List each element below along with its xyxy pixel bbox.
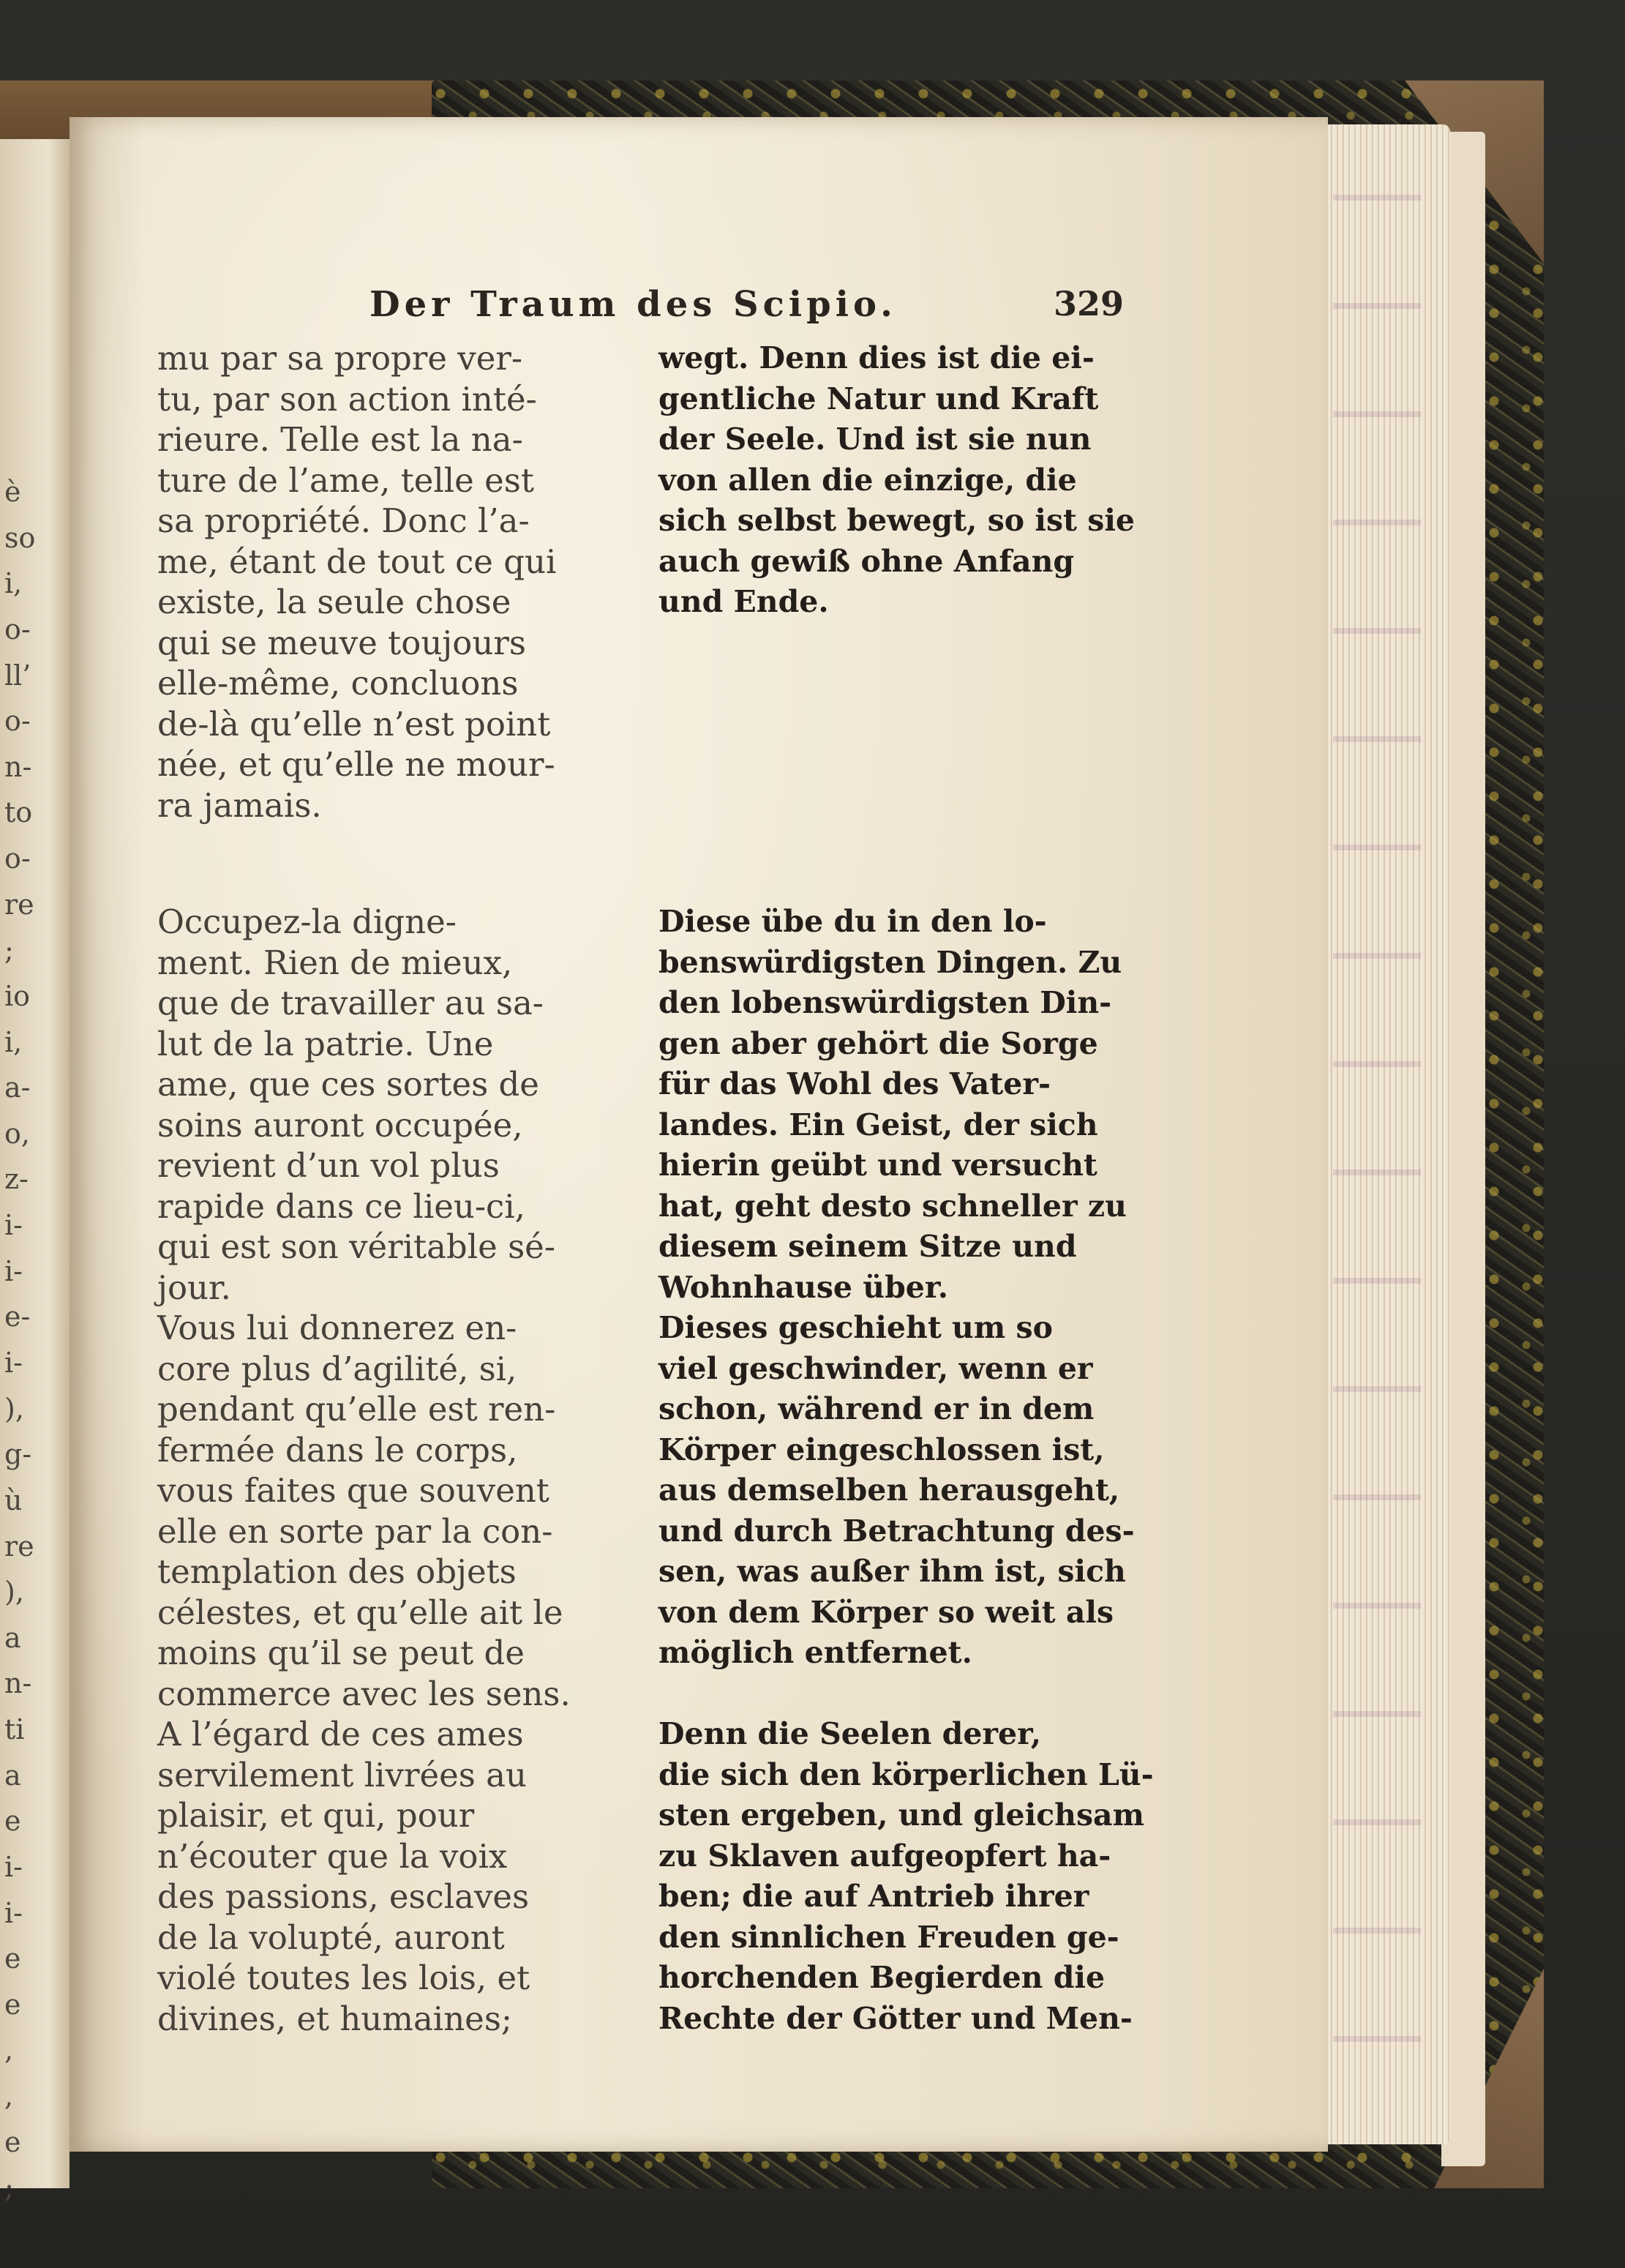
- german-text-line: möglich entfernet.: [658, 1635, 972, 1670]
- previous-page-fragment: e: [4, 1942, 21, 1975]
- previous-page-fragment: re: [4, 888, 34, 921]
- french-text-line: de la volupté, auront: [157, 1917, 505, 1957]
- german-text-line: für das Wohl des Vater-: [658, 1066, 1051, 1101]
- german-text-line: den lobenswürdigsten Din-: [658, 985, 1112, 1020]
- french-column-block-1: [157, 338, 699, 826]
- german-text-line: von dem Körper so weit als: [658, 1594, 1114, 1630]
- french-text-line: que de travailler au sa-: [157, 984, 544, 1022]
- german-text-line: gentliche Natur und Kraft: [658, 381, 1099, 416]
- previous-page-fragment: ,: [4, 2080, 14, 2113]
- previous-page-fragment: ;: [4, 934, 14, 967]
- previous-page-fragment: a: [4, 1759, 21, 1792]
- previous-page-fragment: ),: [4, 1576, 24, 1609]
- german-text-line: benswürdigsten Dingen. Zu: [658, 944, 1122, 980]
- previous-page-fragment: o-: [4, 613, 31, 645]
- previous-page-fragment: to: [4, 796, 33, 829]
- previous-page-fragment: e: [4, 1988, 21, 2021]
- german-text-line: aus demselben herausgeht,: [658, 1472, 1120, 1508]
- running-header: [70, 284, 1328, 335]
- previous-page-fragment: z-: [4, 1163, 29, 1196]
- german-column-block-1: [658, 338, 1229, 623]
- german-text-line: von allen die einzige, die: [658, 462, 1077, 498]
- french-text-line: ment. Rien de mieux,: [157, 943, 513, 982]
- french-text-line: existe, la seule chose: [157, 583, 511, 621]
- german-text-line: diesem seinem Sitze und: [658, 1229, 1077, 1264]
- french-text-line: divines, et humaines;: [157, 1999, 513, 2038]
- german-text-line: und Ende.: [658, 584, 829, 619]
- german-text-line: zu Sklaven aufgeopfert ha-: [658, 1838, 1111, 1874]
- previous-page-fragment: n-: [4, 750, 32, 783]
- previous-page-fragment: ),: [4, 1392, 24, 1425]
- german-text-line: wegt. Denn dies ist die ei-: [658, 340, 1095, 375]
- french-text-line: qui est son véritable sé-: [157, 1227, 555, 1266]
- french-text-line: me, étant de tout ce qui: [157, 542, 557, 581]
- german-text-line: Denn die Seelen derer,: [658, 1716, 1041, 1751]
- french-text-line: des passions, esclaves: [157, 1877, 530, 1916]
- german-text-line: viel geschwinder, wenn er: [658, 1350, 1093, 1386]
- french-text-line: célestes, et qu’elle ait le: [157, 1593, 563, 1632]
- french-text-line: n’écouter que la voix: [157, 1836, 508, 1876]
- previous-page-fragment: i,: [4, 1025, 23, 1058]
- previous-page-fragment: e: [4, 2125, 21, 2158]
- french-text-line: ture de l’ame, telle est: [157, 460, 534, 500]
- french-text-line: qui se meuve toujours: [157, 623, 526, 662]
- german-text-line: Dieses geschieht um so: [658, 1310, 1053, 1345]
- german-text-line: [658, 1674, 1229, 1715]
- german-text-line: ben; die auf Antrieb ihrer: [658, 1879, 1089, 1914]
- previous-page-fragment: i-: [4, 1850, 23, 1883]
- previous-page-fragment: ù: [4, 1483, 23, 1516]
- french-text-line: mu par sa propre ver-: [157, 339, 523, 378]
- previous-page-fragment: io: [4, 979, 31, 1012]
- french-column-block-2: [157, 902, 699, 2039]
- previous-page-fragment: re: [4, 1530, 34, 1562]
- previous-page-fragment: i-: [4, 1209, 23, 1242]
- previous-page-fragment: n-: [4, 1667, 32, 1700]
- german-text-line: Diese übe du in den lo-: [658, 904, 1047, 939]
- previous-page-fragment: o,: [4, 1117, 30, 1150]
- german-text-line: Rechte der Götter und Men-: [658, 2000, 1133, 2036]
- previous-page-fragment: ti: [4, 1713, 25, 1746]
- previous-page-fragment: ll’: [4, 659, 31, 692]
- french-text-line: Vous lui donnerez en-: [157, 1309, 517, 1347]
- german-text-line: gen aber gehört die Sorge: [658, 1025, 1098, 1061]
- german-column-block-2: [658, 902, 1229, 2039]
- german-text-line: die sich den körperlichen Lü-: [658, 1756, 1154, 1792]
- german-text-line: horchenden Begierden die: [658, 1960, 1106, 1995]
- french-text-line: servilement livrées au: [157, 1755, 527, 1794]
- previous-page-fragment: i,: [4, 567, 23, 600]
- french-text-line: violé toutes les lois, et: [157, 1958, 530, 1997]
- german-text-line: Wohnhause über.: [658, 1269, 948, 1305]
- previous-page-fragment: o-: [4, 705, 31, 738]
- german-text-line: sen, was außer ihm ist, sich: [658, 1554, 1126, 1589]
- page-number: 329: [1054, 284, 1125, 323]
- german-text-line: auch gewiß ohne Anfang: [658, 543, 1075, 579]
- previous-page-fragment: so: [4, 521, 36, 554]
- french-text-line: sa propriété. Donc l’a-: [157, 501, 530, 540]
- previous-page-fragment: i-: [4, 1896, 23, 1929]
- french-text-line: pendant qu’elle est ren-: [157, 1390, 556, 1429]
- previous-page-edge: [0, 139, 70, 2204]
- french-text-line: elle-même, concluons: [157, 664, 519, 703]
- previous-page-fragment: i-: [4, 1347, 23, 1379]
- previous-page-fragments: [0, 432, 70, 2204]
- german-text-line: sten ergeben, und gleichsam: [658, 1797, 1145, 1833]
- german-text-line: hierin geübt und versucht: [658, 1148, 1097, 1183]
- german-text-line: und durch Betrachtung des-: [658, 1513, 1135, 1549]
- german-text-line: der Seele. Und ist sie nun: [658, 422, 1092, 457]
- running-title: Der Traum des Scipio.: [369, 284, 897, 325]
- french-text-line: rapide dans ce lieu-ci,: [157, 1186, 525, 1226]
- french-text-line: moins qu’il se peut de: [157, 1633, 525, 1672]
- french-text-line: ra jamais.: [157, 785, 322, 825]
- previous-page-fragment: o-: [4, 842, 31, 875]
- previous-page-fragment: è: [4, 476, 21, 508]
- french-text-line: A l’égard de ces ames: [157, 1715, 524, 1754]
- previous-page-fragment: a-: [4, 1071, 31, 1104]
- french-text-line: tu, par son action inté-: [157, 379, 537, 419]
- french-text-line: lut de la patrie. Une: [157, 1024, 494, 1063]
- previous-page-fragment: ;: [4, 2171, 14, 2204]
- german-text-line: sich selbst bewegt, so ist sie: [658, 503, 1136, 538]
- german-text-line: den sinnlichen Freuden ge-: [658, 1919, 1119, 1955]
- french-text-line: vous faites que souvent: [157, 1471, 549, 1510]
- french-text-line: ame, que ces sortes de: [157, 1065, 539, 1104]
- previous-page-fragment: ,: [4, 2034, 14, 2067]
- previous-page-fragment: a: [4, 1621, 21, 1654]
- previous-page-fragment: g-: [4, 1438, 32, 1471]
- french-text-line: née, et qu’elle ne mour-: [157, 745, 555, 784]
- french-text-line: elle en sorte par la con-: [157, 1511, 553, 1551]
- french-text-line: fermée dans le corps,: [157, 1430, 518, 1470]
- french-text-line: core plus d’agilité, si,: [157, 1349, 517, 1388]
- french-text-line: Occupez-la digne-: [157, 902, 457, 941]
- book-page: [70, 117, 1328, 2152]
- french-text-line: de-là qu’elle n’est point: [157, 704, 551, 744]
- french-text-line: rieure. Telle est la na-: [157, 420, 523, 459]
- german-text-line: landes. Ein Geist, der sich: [658, 1107, 1098, 1142]
- french-text-line: templation des objets: [157, 1552, 517, 1591]
- german-text-line: hat, geht desto schneller zu: [658, 1188, 1127, 1224]
- previous-page-fragment: e: [4, 1805, 21, 1838]
- page-stack-edge: [1310, 124, 1450, 2144]
- french-text-line: soins auront occupée,: [157, 1105, 523, 1145]
- french-text-line: revient d’un vol plus: [157, 1146, 500, 1185]
- german-text-line: Körper eingeschlossen ist,: [658, 1431, 1105, 1467]
- german-text-line: schon, während er in dem: [658, 1391, 1095, 1426]
- french-text-line: jour.: [157, 1268, 231, 1307]
- french-text-line: commerce avec les sens.: [157, 1674, 571, 1713]
- previous-page-fragment: e-: [4, 1300, 31, 1333]
- french-text-line: plaisir, et qui, pour: [157, 1796, 475, 1835]
- previous-page-fragment: i-: [4, 1254, 23, 1287]
